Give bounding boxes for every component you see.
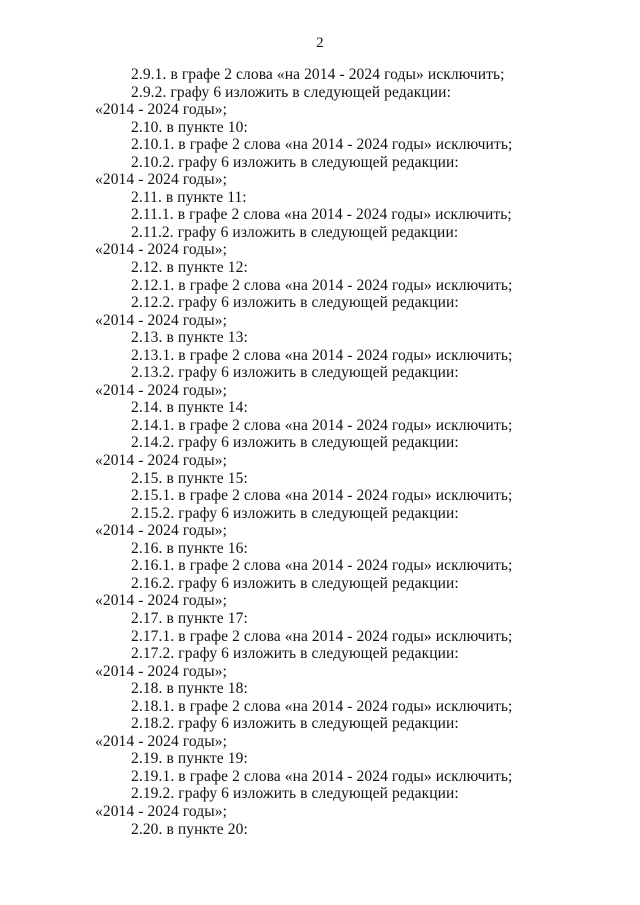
document-line: «2014 - 2024 годы»; <box>95 732 228 750</box>
document-line: 2.10.2. графу 6 изложить в следующей редакции: <box>131 153 459 171</box>
document-line: «2014 - 2024 годы»; <box>95 592 228 610</box>
document-line: 2.18.2. графу 6 изложить в следующей редакции: <box>131 715 459 733</box>
page-number: 2 <box>316 35 324 51</box>
document-line: 2.19. в пункте 19: <box>131 750 248 768</box>
document-line: 2.15.2. графу 6 изложить в следующей редакции: <box>131 504 459 522</box>
document-body <box>0 66 640 838</box>
document-line: 2.16.1. в графе 2 слова «на 2014 - 2024 годы» исключить; <box>131 557 513 575</box>
document-line: 2.19.1. в графе 2 слова «на 2014 - 2024 годы» исключить; <box>131 767 513 785</box>
document-line: 2.12.2. графу 6 изложить в следующей редакции: <box>131 294 459 312</box>
document-line: 2.9.2. графу 6 изложить в следующей редакции: <box>131 83 451 101</box>
document-line: 2.13.2. графу 6 изложить в следующей редакции: <box>131 364 459 382</box>
document-line: 2.13. в пункте 13: <box>131 329 248 347</box>
document-line: 2.17. в пункте 17: <box>131 609 248 627</box>
document-line: «2014 - 2024 годы»; <box>95 452 228 470</box>
document-line: 2.16.2. графу 6 изложить в следующей редакции: <box>131 574 459 592</box>
document-line: 2.12. в пункте 12: <box>131 259 248 277</box>
document-line: 2.20. в пункте 20: <box>131 820 248 838</box>
document-line: 2.14.1. в графе 2 слова «на 2014 - 2024 годы» исключить; <box>131 416 513 434</box>
document-line: «2014 - 2024 годы»; <box>95 522 228 540</box>
document-line: «2014 - 2024 годы»; <box>95 171 228 189</box>
document-line: 2.9.1. в графе 2 слова «на 2014 - 2024 годы» исключить; <box>131 66 505 83</box>
document-line: «2014 - 2024 годы»; <box>95 311 228 329</box>
document-line: «2014 - 2024 годы»; <box>95 662 228 680</box>
document-line: 2.11.2. графу 6 изложить в следующей редакции: <box>131 223 459 241</box>
document-line: 2.10.1. в графе 2 слова «на 2014 - 2024 годы» исключить; <box>131 136 513 154</box>
document-line: 2.13.1. в графе 2 слова «на 2014 - 2024 годы» исключить; <box>131 346 513 364</box>
document-line: «2014 - 2024 годы»; <box>95 101 228 119</box>
document-line: 2.14. в пункте 14: <box>131 399 248 417</box>
document-line: 2.17.2. графу 6 изложить в следующей редакции: <box>131 645 459 663</box>
document-line: 2.18.1. в графе 2 слова «на 2014 - 2024 годы» исключить; <box>131 697 513 715</box>
document-line: 2.12.1. в графе 2 слова «на 2014 - 2024 годы» исключить; <box>131 276 513 294</box>
document-line: 2.16. в пункте 16: <box>131 539 248 557</box>
document-line: «2014 - 2024 годы»; <box>95 381 228 399</box>
document-line: 2.19.2. графу 6 изложить в следующей редакции: <box>131 785 459 803</box>
document-line: 2.15. в пункте 15: <box>131 469 248 487</box>
document-line: «2014 - 2024 годы»; <box>95 802 228 820</box>
document-line: «2014 - 2024 годы»; <box>95 241 228 259</box>
document-line: 2.10. в пункте 10: <box>131 118 248 136</box>
document-line: 2.11. в пункте 11: <box>131 188 247 206</box>
document-line: 2.17.1. в графе 2 слова «на 2014 - 2024 годы» исключить; <box>131 627 513 645</box>
document-line: 2.11.1. в графе 2 слова «на 2014 - 2024 годы» исключить; <box>131 206 512 224</box>
document-line: 2.15.1. в графе 2 слова «на 2014 - 2024 годы» исключить; <box>131 487 513 505</box>
document-line: 2.14.2. графу 6 изложить в следующей редакции: <box>131 434 459 452</box>
document-line: 2.18. в пункте 18: <box>131 680 248 698</box>
